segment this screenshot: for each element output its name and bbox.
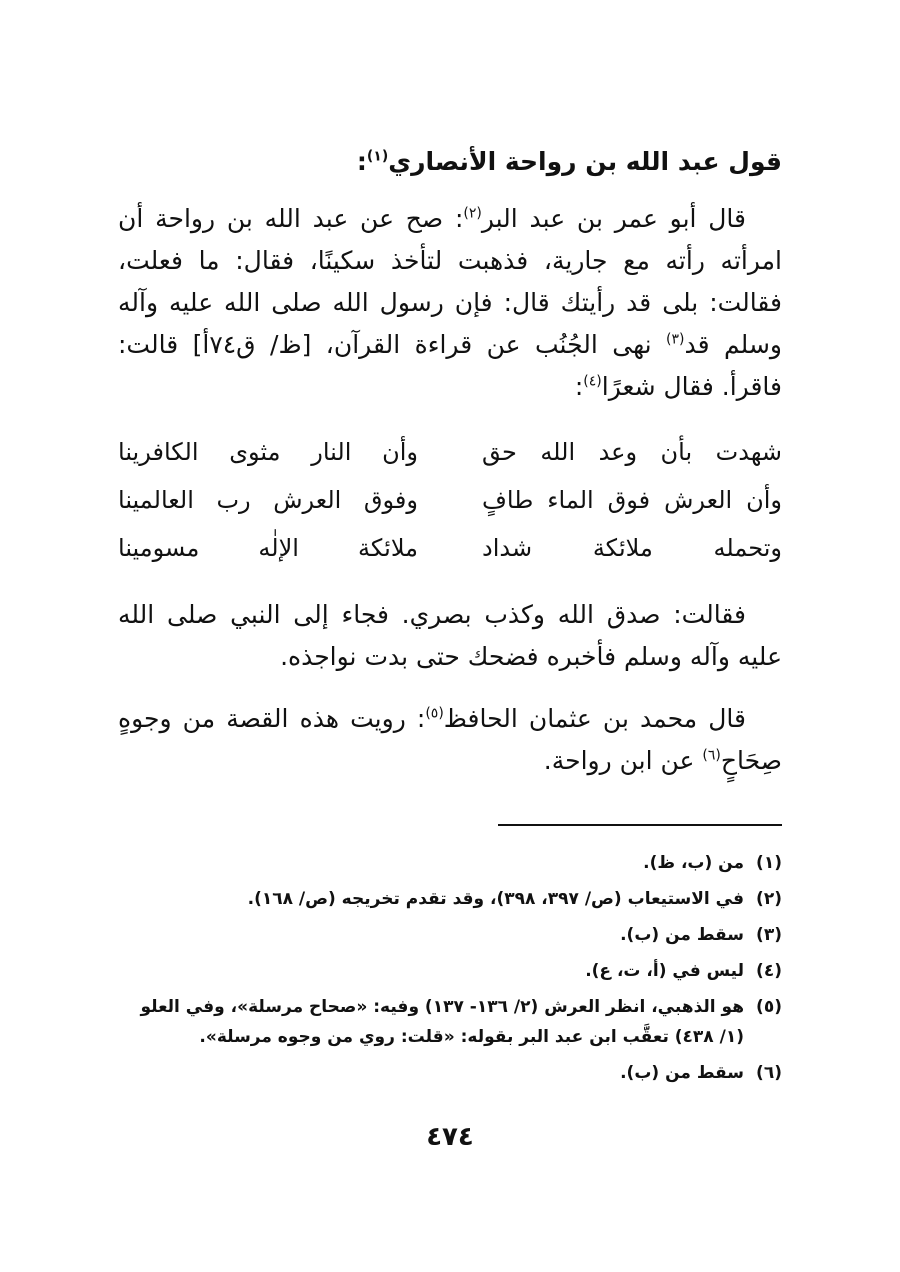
footnote-number: (٤) <box>756 961 782 981</box>
paragraph-text: عن ابن رواحة. <box>543 746 703 775</box>
verse-second-hemistich: وفوق العرش رب العالمينا <box>118 486 418 514</box>
footnote-ref[interactable]: (٣) <box>666 331 685 348</box>
verse-first-hemistich: وتحمله ملائكة شداد <box>482 534 782 562</box>
footnote-ref[interactable]: (١) <box>366 148 389 165</box>
verse-second-hemistich: ملائكة الإلٰه مسومينا <box>118 534 418 562</box>
poem-verse <box>118 476 782 524</box>
footnote-ref[interactable]: (٦) <box>702 747 721 764</box>
footnote-number: (١) <box>756 853 782 873</box>
section-heading <box>118 140 782 184</box>
footnote-ref[interactable]: (٥) <box>425 705 444 722</box>
footnote-item <box>118 884 782 914</box>
poem-verse <box>118 524 782 572</box>
paragraph-text: قال أبو عمر بن عبد البر <box>481 204 747 233</box>
paragraph-dhahabi <box>118 698 782 782</box>
paragraph-text: : صح عن عبد الله بن رواحة أن امرأته رأته مع جارية، فذهبت لتأخذ سكينًا، فقال: ما فعلت، فقالت: بلى قد رأيتك قال: فإن رسول الله صلى الله عليه وآله وسلم قد <box>118 204 782 359</box>
footnote-item <box>118 848 782 878</box>
footnote-number: (٢) <box>756 889 782 909</box>
verse-second-hemistich: وأن النار مثوى الكافرينا <box>118 438 418 466</box>
paragraph-text: قال محمد بن عثمان الحافظ <box>443 704 746 733</box>
poem <box>118 428 782 572</box>
paragraph-text: نهى الجُنُب عن قراءة القرآن، [ظ/ ق٧٤أ] قالت: فاقرأ. فقال شعرًا <box>118 330 782 401</box>
footnote-text: سقط من (ب). <box>620 925 744 945</box>
footnote-divider <box>498 824 782 826</box>
page-number: ٤٧٤ <box>426 1122 474 1152</box>
footnote-number: (٥) <box>756 997 782 1017</box>
footnotes <box>118 848 782 1088</box>
footnote-number: (٣) <box>756 925 782 945</box>
footnote-text: ليس في (أ، ت، ع). <box>585 961 744 981</box>
footnote-item <box>118 956 782 986</box>
footnote-text: سقط من (ب). <box>620 1063 744 1083</box>
poem-verse <box>118 428 782 476</box>
paragraph-wife-response: فقالت: صدق الله وكذب بصري. فجاء إلى النبي صلى الله عليه وآله وسلم فأخبره فضحك حتى بدت نواجذه. <box>118 600 782 671</box>
verse-first-hemistich: وأن العرش فوق الماء طافٍ <box>482 486 782 514</box>
heading-colon: : <box>356 147 367 176</box>
footnote-number: (٦) <box>756 1063 782 1083</box>
footnote-ref[interactable]: (٢) <box>463 205 482 222</box>
verse-first-hemistich: شهدت بأن وعد الله حق <box>482 438 782 466</box>
paragraph-text: : رويت هذه القصة من وجوهٍ صِحَاحٍ <box>118 704 782 775</box>
paragraph-ibn-abd-al-barr <box>118 198 782 408</box>
footnote-text: هو الذهبي، انظر العرش (٢/ ١٣٦- ١٣٧) وفيه: «صحاح مرسلة»، وفي العلو (١/ ٤٣٨) تعقَّب ابن عبد البر بقوله: «قلت: روي من وجوه مرسلة». <box>140 997 744 1047</box>
paragraph-text: : <box>574 372 584 401</box>
footnote-text: من (ب، ظ). <box>643 853 744 873</box>
footnote-item <box>118 992 782 1052</box>
footnote-ref[interactable]: (٤) <box>583 373 602 390</box>
page-body <box>118 140 782 1094</box>
footnote-item <box>118 920 782 950</box>
heading-text: قول عبد الله بن رواحة الأنصاري <box>388 147 782 176</box>
footnote-text: في الاستيعاب (ص/ ٣٩٧، ٣٩٨)، وقد تقدم تخريجه (ص/ ١٦٨). <box>247 889 744 909</box>
footnote-item <box>118 1058 782 1088</box>
